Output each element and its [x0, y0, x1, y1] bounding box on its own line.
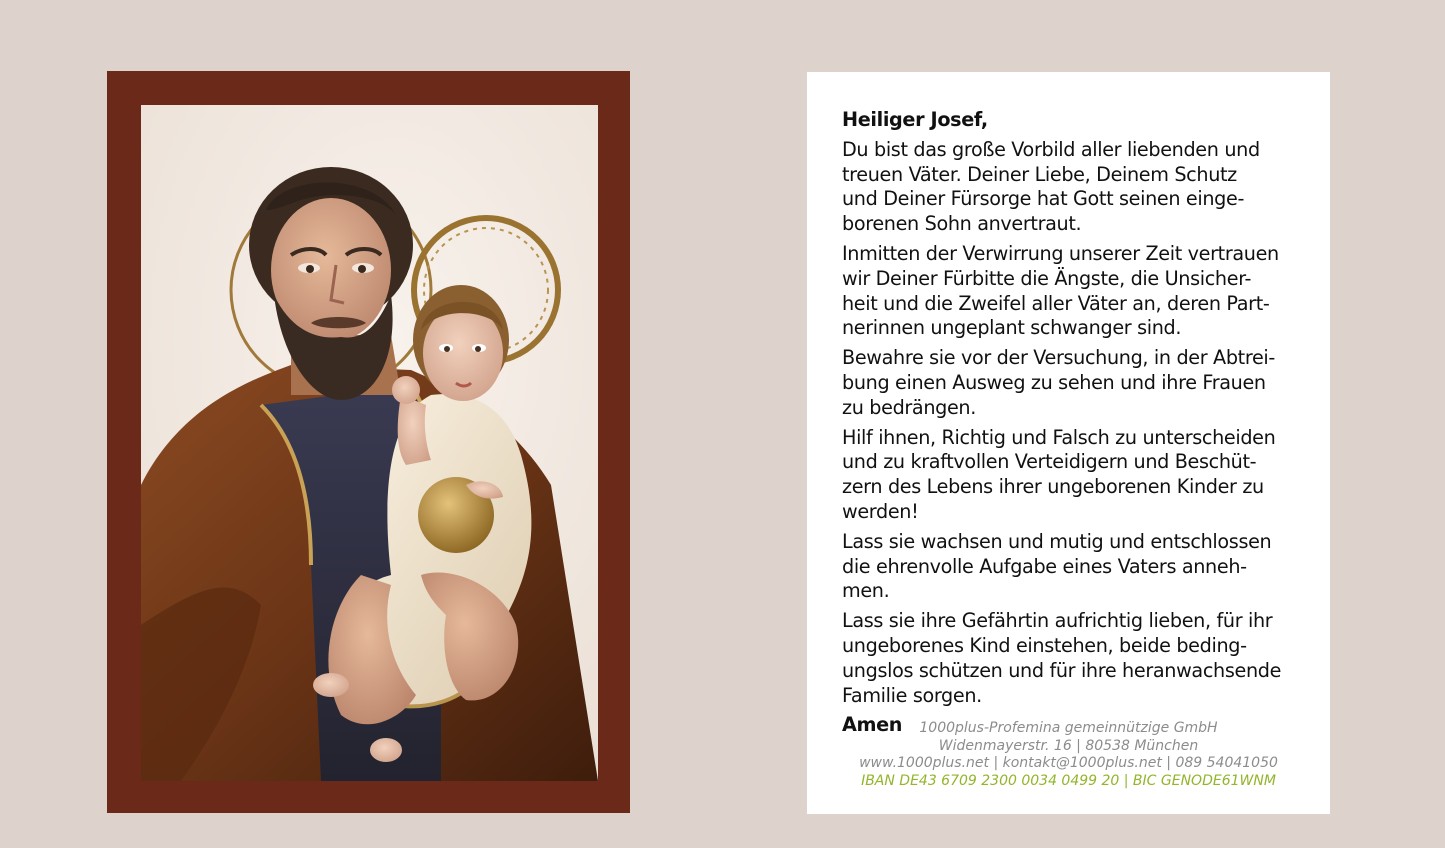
- publisher-address: Widenmayerstr. 16 | 80538 München: [938, 737, 1199, 754]
- prayer-paragraph: Hilf ihnen, Richtig und Falsch zu unterscheiden und zu kraftvollen Verteidigern und Beschüt- zern des Lebens ihrer ungeborenen Kinder zu werden!: [842, 425, 1276, 523]
- publisher-footer: [807, 720, 1330, 790]
- prayer-closing: Amen: [842, 713, 903, 737]
- prayer-paragraph: Inmitten der Verwirrung unserer Zeit vertrauen wir Deiner Fürbitte die Ängste, die Unsicher- heit und die Zweifel aller Väter an, deren Part- nerinnen ungeplant schwanger sind.: [842, 241, 1279, 340]
- prayer-text: [842, 108, 1298, 738]
- publisher-name: 1000plus-Profemina gemeinnützige GmbH: [919, 720, 1218, 736]
- publisher-contact: www.1000plus.net | kontakt@1000plus.net | 089 54041050: [859, 755, 1278, 772]
- prayer-paragraph: Lass sie wachsen und mutig und entschlossen die ehrenvolle Aufgabe eines Vaters anneh- men.: [842, 529, 1272, 603]
- saint-joseph-with-child-illustration: [141, 105, 598, 781]
- prayer-card: [807, 72, 1330, 814]
- prayer-greeting: Heiliger Josef,: [842, 108, 988, 131]
- prayer-paragraph: Du bist das große Vorbild aller liebenden und treuen Väter. Deiner Liebe, Deinem Schutz und Deiner Fürsorge hat Gott seinen einge- borenen Sohn anvertraut.: [842, 137, 1260, 236]
- prayer-paragraph: Lass sie ihre Gefährtin aufrichtig lieben, für ihr ungeborenes Kind einstehen, beide beding- ungslos schützen und für ihre heranwachsende Familie sorgen.: [842, 609, 1282, 707]
- prayer-paragraph: Bewahre sie vor der Versuchung, in der Abtrei- bung einen Ausweg zu sehen und ihre Frauen zu bedrängen.: [842, 346, 1275, 419]
- saint-joseph-image: [141, 105, 598, 781]
- bank-details: IBAN DE43 6709 2300 0034 0499 20 | BIC GENODE61WNM: [861, 772, 1276, 789]
- picture-frame: [107, 71, 630, 813]
